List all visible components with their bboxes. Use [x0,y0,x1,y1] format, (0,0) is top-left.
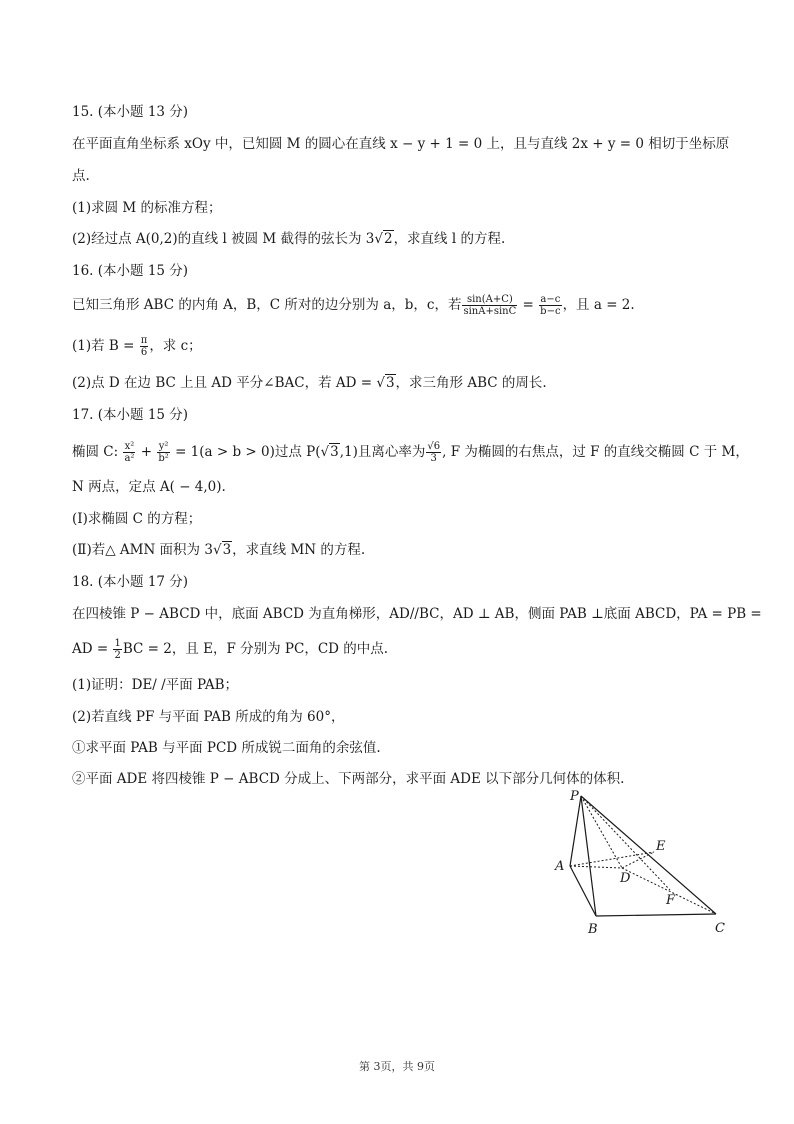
q17-line1-tail: , F 为椭圆的右焦点，过 F 的直线交椭圆 C 于 M， [442,444,749,460]
fraction-denominator: 6 [140,347,148,358]
q16-line1-text: 已知三角形 ABC 的内角 A，B，C 所对的边分别为 a，b，c，若 [72,297,462,313]
edge-AB [570,866,596,916]
fraction-denominator: sinA+sinC [463,306,517,317]
sqrt-expr: √3 [320,444,339,460]
q15-part2-text: (2)经过点 A(0,2)的直线 l 被圆 M 截得的弦长为 3 [72,231,375,247]
label-P: P [570,789,579,804]
q15-line2: 点. [72,168,90,184]
edge-AD [570,866,622,868]
q18-sub2: ②平面 ADE 将四棱锥 P − ABCD 分成上、下两部分，求平面 ADE 以下部分几何体的体积. [72,771,625,787]
q17-part2-tail: ，求直线 MN 的方程. [232,542,366,558]
fraction-denominator: b−c [540,306,561,317]
label-B: B [588,922,598,937]
q16-part1-tail: ，求 c； [149,338,202,354]
q16-header: 16. (本小题 15 分) [72,263,189,279]
fraction [539,294,561,317]
q18-line2 [72,638,734,661]
q17-line1-mid2: ,1)且离心率为 [339,444,426,460]
fraction-denominator: b² [158,453,169,464]
fraction-denominator: 2 [114,650,121,661]
fraction-numerator: y² [158,441,169,452]
q16-part2-tail: ，求三角形 ABC 的周长. [395,375,547,391]
label-C: C [715,921,725,936]
q16-part1 [72,335,734,358]
fraction-denominator: a² [124,453,135,464]
edge-BC [596,914,716,916]
q17-line1-text: 椭圆 C: [72,444,123,460]
fraction-numerator: √6 [427,441,441,452]
q16-line1 [72,294,734,317]
equals: = [518,297,539,313]
q18-part2: (2)若直线 PF 与平面 PAB 所成的角为 60°， [72,709,345,725]
edge-PB [581,796,596,916]
label-E: E [656,839,666,854]
q15-line1: 在平面直角坐标系 xOy 中，已知圆 M 的圆心在直线 x − y + 1 = 0 上，且与直线 2x + y = 0 相切于坐标原 [72,136,730,152]
radicand: 3 [385,375,395,391]
sqrt-expr: √2 [374,231,393,247]
q17-part2 [72,540,734,560]
plus: + [136,444,157,460]
fraction-numerator: x² [124,441,135,452]
label-D: D [620,871,631,886]
fraction-numerator: a−c [540,294,561,305]
fraction [140,335,149,358]
q17-part2-text: (Ⅱ)若△ AMN 面积为 3 [72,542,213,558]
pyramid-figure [548,786,738,942]
q17-line1-mid: = 1(a > b > 0)过点 P( [170,444,321,460]
fraction [123,441,135,464]
q16-line1-tail: ，且 a = 2. [562,297,635,313]
q16-part2 [72,373,734,393]
fraction-numerator: sin(A+C) [462,294,517,306]
q18-line1: 在四棱锥 P − ABCD 中，底面 ABCD 为直角梯形，AD//BC，AD ⊥ AB，侧面 PAB ⊥底面 ABCD，PA = PB = [72,606,762,622]
q17-part1: (Ⅰ)求椭圆 C 的方程； [72,511,202,527]
q18-part1: (1)证明：DE/ /平面 PAB； [72,677,238,693]
fraction [426,441,441,464]
sqrt-expr: √3 [376,375,395,391]
radicand: 2 [383,231,393,247]
edge-PD [581,796,622,868]
q18-header: 18. (本小题 17 分) [72,574,189,590]
radicand: 3 [222,542,232,558]
q16-part2-text: (2)点 D 在边 BC 上且 AD 平分∠BAC，若 AD = [72,375,377,391]
page-footer: 第 3页，共 9页 [359,1060,435,1073]
q18-line2-tail: BC = 2，且 E，F 分别为 PC，CD 的中点. [122,641,389,657]
q15-part1: (1)求圆 M 的标准方程； [72,200,222,216]
q17-line1 [72,441,749,464]
fraction [462,294,517,317]
sqrt-expr: √3 [212,542,232,558]
fraction-denominator: 3 [430,453,437,464]
edge-AE [570,852,654,866]
edge-PA [570,796,581,866]
fraction-numerator: 1 [114,638,121,649]
q16-part1-text: (1)若 B = [72,338,139,354]
label-F: F [666,893,676,908]
q18-line2-text: AD = [72,641,113,657]
label-A: A [555,859,565,874]
fraction-numerator: π [140,335,148,346]
radicand: 3 [330,444,339,460]
q15-part2-tail: ，求直线 l 的方程. [393,231,506,247]
fraction [113,638,121,661]
q18-sub1: ①求平面 PAB 与平面 PCD 所成锐二面角的余弦值. [72,740,381,756]
q17-header: 17. (本小题 15 分) [72,407,189,423]
fraction [157,441,169,464]
q15-header: 15. (本小题 13 分) [72,104,189,120]
q17-line2: N 两点，定点 A( − 4,0). [72,479,226,495]
q15-part2 [72,229,734,249]
